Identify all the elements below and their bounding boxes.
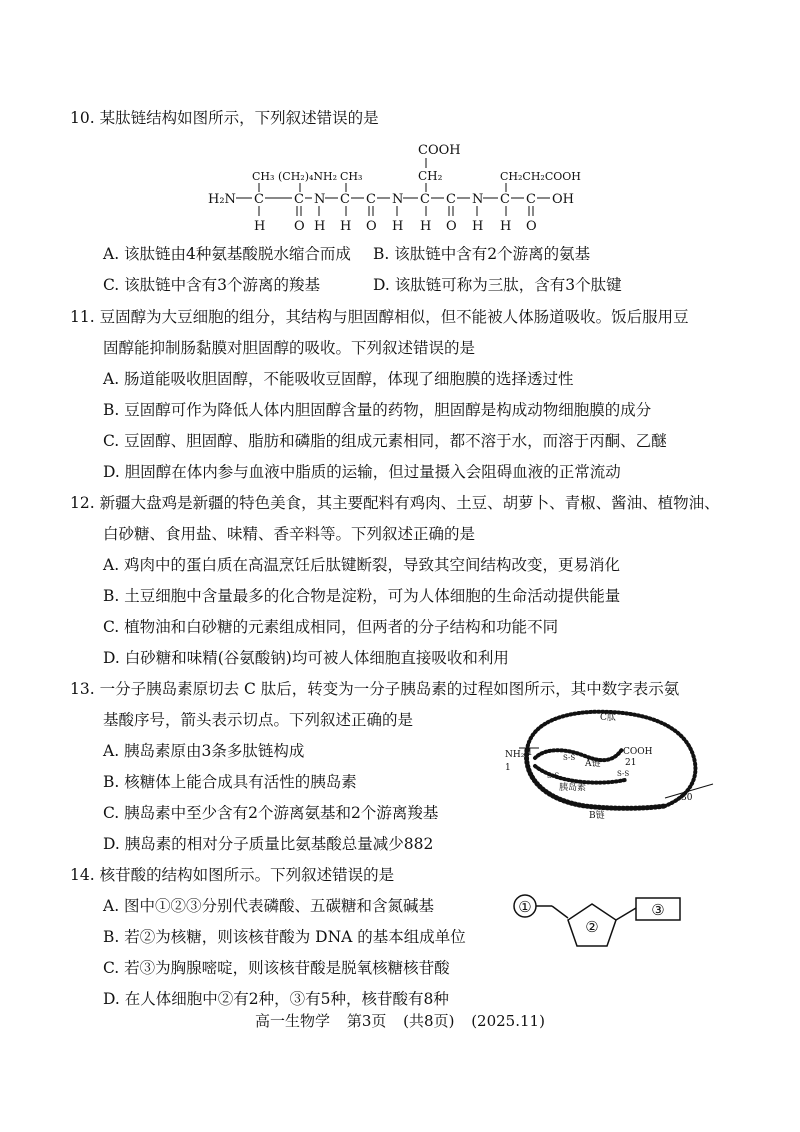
- q10-option-d: D. 该肽链可称为三肽，含有3个肽键: [373, 276, 622, 294]
- q10-option-b: B. 该肽链中含有2个游离的氨基: [373, 245, 591, 263]
- q11-option-d: D. 胆固醇在体内参与血液中脂质的运输，但过量摄入会阻碍血液的正常流动: [103, 463, 621, 481]
- svg-text:O: O: [366, 219, 377, 234]
- q14-option-d: D. 在人体细胞中②有2种，③有5种，核苷酸有8种: [103, 990, 449, 1008]
- footer-date: (2025.11): [471, 1012, 545, 1030]
- q12-title-line2: 白砂糖、食用盐、味精、香辛料等。下列叙述正确的是: [103, 525, 476, 543]
- svg-text:N: N: [392, 192, 404, 207]
- svg-text:H: H: [314, 219, 326, 234]
- svg-text:21: 21: [625, 758, 637, 768]
- svg-text:H: H: [500, 219, 512, 234]
- q13-title-line1: 13. 一分子胰岛素原切去 C 肽后，转变为一分子胰岛素的过程如图所示，其中数字表示氨: [70, 680, 680, 698]
- q14-option-c: C. 若③为胸腺嘧啶，则该核苷酸是脱氧核糖核苷酸: [103, 959, 450, 977]
- q12-option-b: B. 土豆细胞中含量最多的化合物是淀粉，可为人体细胞的生命活动提供能量: [103, 587, 621, 605]
- q10-r1: CH₃: [252, 170, 275, 183]
- svg-text:N: N: [472, 192, 484, 207]
- svg-text:O: O: [446, 219, 457, 234]
- nh2-label: NH₂: [505, 750, 525, 760]
- q11-title-line1: 11. 豆固醇为大豆细胞的组分，其结构与胆固醇相似，但不能被人体肠道吸收。饭后服用豆: [70, 308, 689, 326]
- footer-total: (共8页): [403, 1012, 455, 1030]
- page-footer: [0, 1010, 800, 1031]
- insulin-label: 胰岛素: [559, 783, 587, 793]
- svg-text:S-S: S-S: [547, 772, 560, 780]
- q13-option-d: D. 胰岛素的相对分子质量比氨基酸总量减少882: [103, 835, 434, 853]
- footer-page: 第3页: [346, 1012, 387, 1030]
- q10-oh: OH: [552, 192, 574, 207]
- q14-option-a: A. 图中①②③分别代表磷酸、五碳糖和含氮碱基: [103, 897, 435, 915]
- svg-text:C: C: [526, 192, 536, 207]
- q14-title: 14. 核苷酸的结构如图所示。下列叙述错误的是: [70, 866, 395, 884]
- q12-option-c: C. 植物油和白砂糖的元素组成相同，但两者的分子结构和功能不同: [103, 618, 559, 636]
- svg-text:1: 1: [527, 748, 533, 758]
- b-chain-label: B链: [589, 811, 605, 821]
- q10-cooh-top: COOH: [418, 143, 461, 158]
- q14-nucleotide-diagram: [508, 888, 688, 958]
- cooh-label: COOH: [623, 747, 653, 757]
- svg-text:30: 30: [681, 793, 693, 803]
- q13-insulin-diagram: [505, 708, 725, 828]
- svg-text:H: H: [340, 219, 352, 234]
- a-chain-label: A链: [585, 759, 601, 769]
- svg-text:S-S: S-S: [563, 754, 576, 762]
- label-2: ②: [585, 918, 599, 936]
- svg-text:C: C: [420, 192, 430, 207]
- svg-text:H: H: [254, 219, 266, 234]
- label-1: ①: [518, 898, 532, 916]
- q13-option-b: B. 核糖体上能合成具有活性的胰岛素: [103, 773, 357, 791]
- svg-text:C: C: [446, 192, 456, 207]
- a-chain: [535, 748, 623, 760]
- svg-text:C: C: [254, 192, 264, 207]
- q13-option-c: C. 胰岛素中至少含有2个游离氨基和2个游离羧基: [103, 804, 439, 822]
- q10-option-c: C. 该肽链中含有3个游离的羧基: [103, 276, 321, 294]
- svg-text:H: H: [392, 219, 404, 234]
- q11-option-a: A. 肠道能吸收胆固醇，不能吸收豆固醇，体现了细胞膜的选择透过性: [103, 370, 574, 388]
- q12-title-line1: 12. 新疆大盘鸡是新疆的特色美食，其主要配料有鸡肉、土豆、胡萝卜、青椒、酱油、植物油、: [70, 494, 720, 512]
- q13-title-line2: 基酸序号，箭头表示切点。下列叙述正确的是: [103, 711, 414, 729]
- svg-text:H: H: [472, 219, 484, 234]
- svg-text:N: N: [314, 192, 326, 207]
- svg-text:O: O: [294, 219, 305, 234]
- q10-r2: (CH₂)₄NH₂: [278, 170, 338, 183]
- svg-text:C: C: [340, 192, 350, 207]
- q11-title-line2: 固醇能抑制肠黏膜对胆固醇的吸收。下列叙述错误的是: [103, 339, 476, 357]
- footer-subject: 高一生物学: [255, 1012, 331, 1030]
- q11-option-c: C. 豆固醇、胆固醇、脂肪和磷脂的组成元素相同，都不溶于水，而溶于丙酮、乙醚: [103, 432, 667, 450]
- q10-ch2-mid: CH₂: [418, 169, 443, 183]
- svg-text:O: O: [526, 219, 537, 234]
- q14-option-b: B. 若②为核糖，则该核苷酸为 DNA 的基本组成单位: [103, 928, 466, 946]
- q13-option-a: A. 胰岛素原由3条多肽链构成: [103, 742, 305, 760]
- q12-option-d: D. 白砂糖和味精(谷氨酸钠)均可被人体细胞直接吸收和利用: [103, 649, 509, 667]
- svg-text:C: C: [294, 192, 304, 207]
- q10-r3: CH₃: [340, 170, 363, 183]
- c-peptide-label: C肽: [600, 713, 616, 723]
- svg-text:1: 1: [505, 763, 511, 773]
- q11-option-b: B. 豆固醇可作为降低人体内胆固醇含量的药物，胆固醇是构成动物细胞膜的成分: [103, 401, 652, 419]
- svg-text:C: C: [366, 192, 376, 207]
- svg-text:C: C: [500, 192, 510, 207]
- q10-option-a: A. 该肽链由4种氨基酸脱水缩合而成: [103, 245, 351, 263]
- q10-title: 10. 某肽链结构如图所示，下列叙述错误的是: [70, 109, 379, 127]
- svg-text:S-S: S-S: [617, 770, 630, 778]
- q10-peptide-formula: [200, 138, 600, 238]
- q10-r5: CH₂CH₂COOH: [500, 170, 581, 183]
- label-3: ③: [651, 901, 665, 919]
- q10-h2n: H₂N: [208, 192, 236, 207]
- svg-text:H: H: [420, 219, 432, 234]
- q12-option-a: A. 鸡肉中的蛋白质在高温烹饪后肽键断裂，导致其空间结构改变，更易消化: [103, 556, 621, 574]
